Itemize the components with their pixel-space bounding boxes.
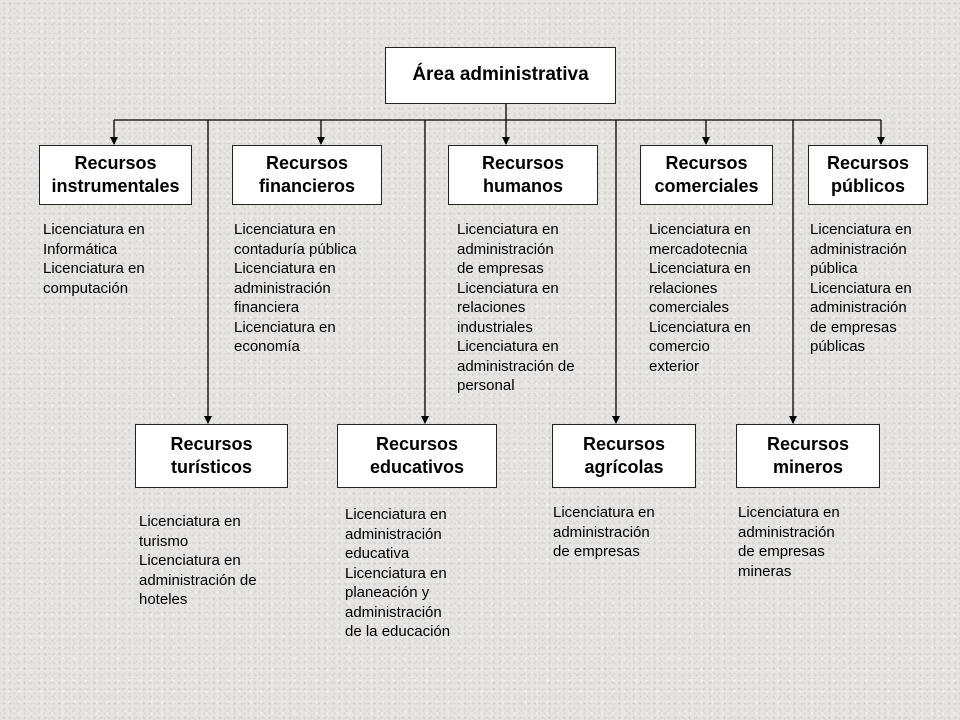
careers-mineros: Licenciatura en administración de empresas mineras bbox=[738, 504, 840, 580]
node-recursos-mineros bbox=[736, 424, 880, 488]
node-recursos-instrumentales bbox=[39, 145, 192, 205]
node-recursos-comerciales bbox=[640, 145, 773, 205]
node-label: Recursos humanos bbox=[481, 152, 565, 196]
node-label: Recursos instrumentales bbox=[51, 152, 180, 196]
node-recursos-educativos bbox=[337, 424, 497, 488]
node-label: Recursos financieros bbox=[258, 152, 356, 196]
node-recursos-humanos bbox=[448, 145, 598, 205]
careers-publicos: Licenciatura en administración pública Licenciatura en administración de empresas públicas bbox=[810, 221, 912, 355]
root-label: Área administrativa bbox=[412, 64, 589, 86]
node-label: Recursos mineros bbox=[766, 433, 850, 477]
node-recursos-financieros bbox=[232, 145, 382, 205]
node-label: Recursos públicos bbox=[826, 152, 910, 196]
careers-financieros: Licenciatura en contaduría pública Licenciatura en administración financiera Licenciatura en economía bbox=[234, 221, 357, 355]
node-recursos-publicos bbox=[808, 145, 928, 205]
careers-agricolas: Licenciatura en administración de empresas bbox=[553, 504, 655, 560]
root-node bbox=[385, 47, 616, 104]
careers-educativos: Licenciatura en administración educativa Licenciatura en planeación y administración de la educación bbox=[345, 506, 451, 640]
node-label: Recursos agrícolas bbox=[582, 433, 666, 477]
node-label: Recursos turísticos bbox=[170, 433, 253, 477]
node-recursos-turisticos bbox=[135, 424, 288, 488]
node-label: Recursos comerciales bbox=[654, 152, 759, 196]
careers-comerciales: Licenciatura en mercadotecnia Licenciatura en relaciones comerciales Licenciatura en comercio exterior bbox=[649, 221, 751, 375]
node-recursos-agricolas bbox=[552, 424, 696, 488]
careers-turisticos: Licenciatura en turismo Licenciatura en administración de hoteles bbox=[139, 513, 257, 608]
careers-instrumentales: Licenciatura en Informática Licenciatura en computación bbox=[43, 221, 145, 297]
node-label: Recursos educativos bbox=[369, 433, 465, 477]
careers-humanos: Licenciatura en administración de empresas Licenciatura en relaciones industriales Licenciatura en administración de personal bbox=[457, 221, 575, 394]
